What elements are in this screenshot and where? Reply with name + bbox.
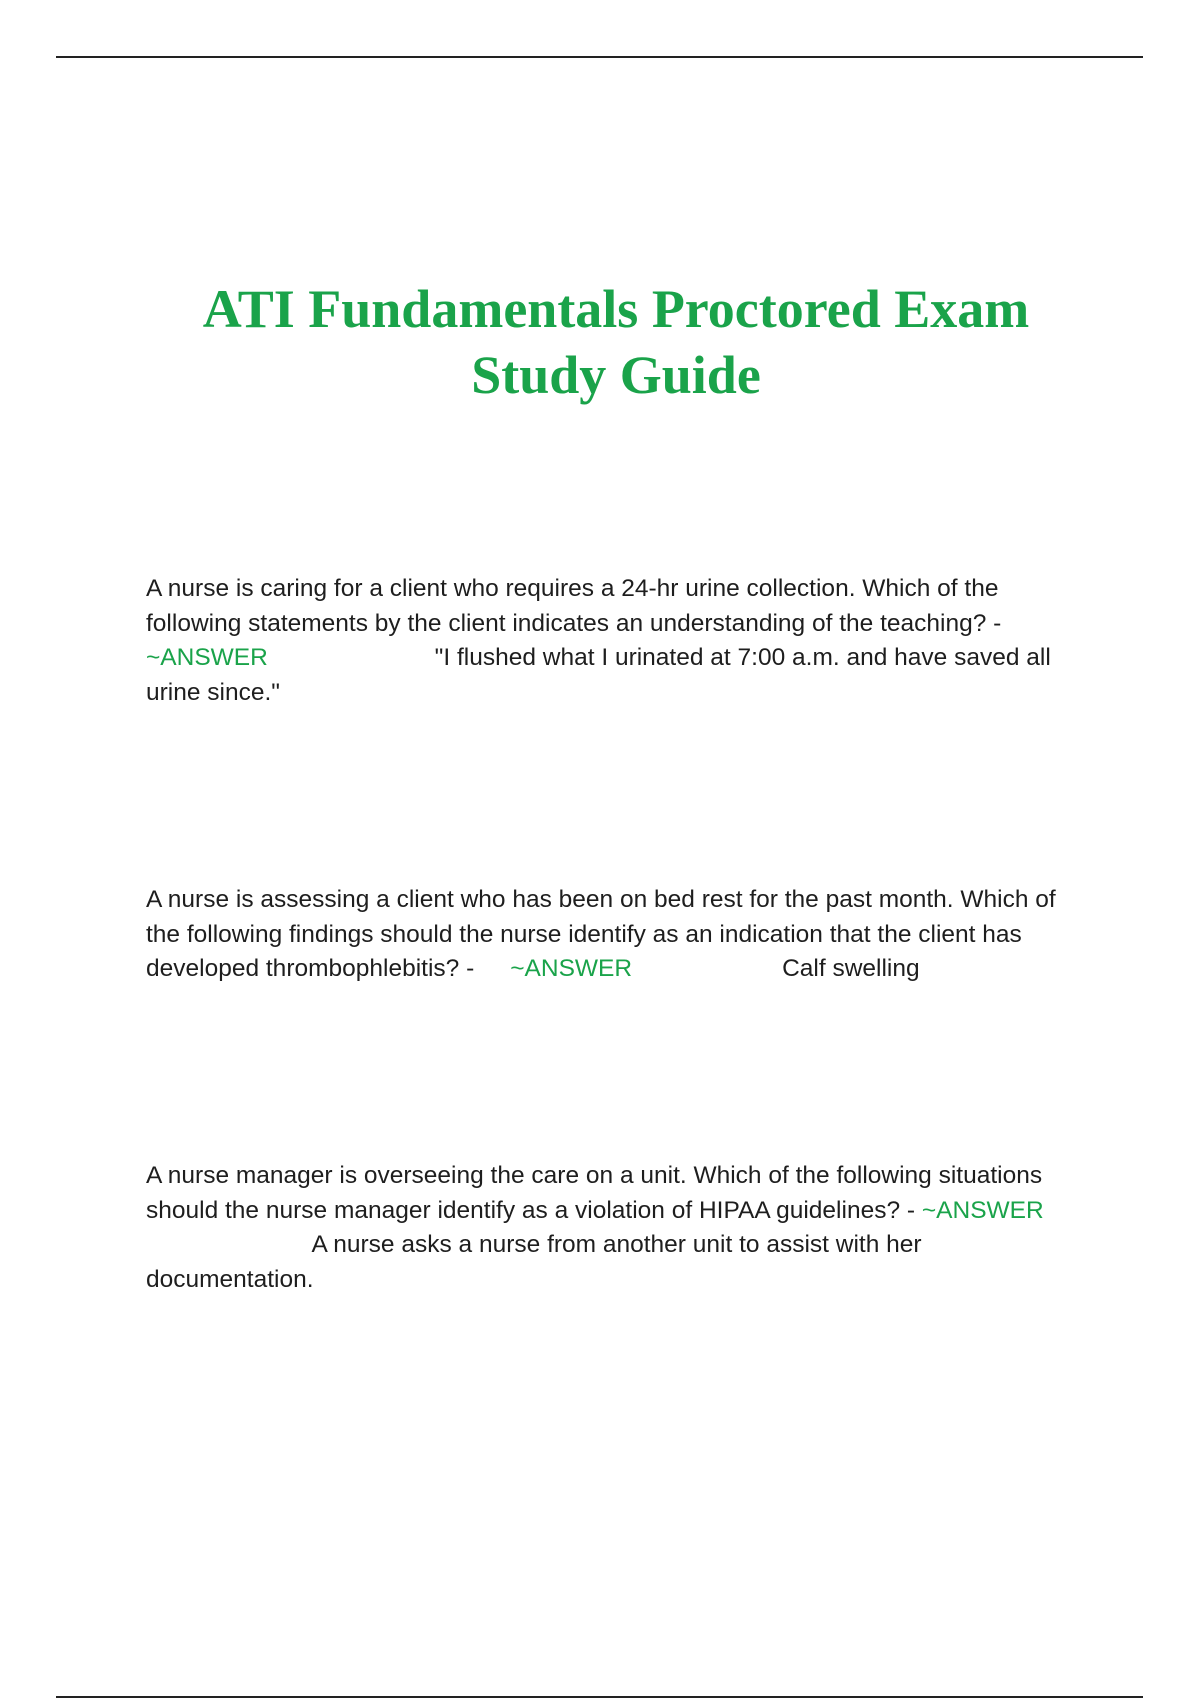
answer-text: "I flushed what I urinated at 7:00 a.m. and have saved all urine since." [146, 644, 1051, 706]
answer-text: Calf swelling [782, 955, 920, 982]
question-text: A nurse manager is overseeing the care on a unit. Which of the following situations should the nurse manager identify as a violation of HIPAA guidelines? - [146, 1162, 1043, 1224]
answer-tag: ~ANSWER [921, 1196, 1044, 1224]
page-title-line-1: ATI Fundamentals Proctored Exam [202, 279, 1030, 339]
page-title-line-2: Study Guide [471, 345, 761, 405]
page-title [120, 276, 1112, 408]
top-rule [56, 56, 1143, 58]
question-text: A nurse is caring for a client who requires a 24-hr urine collection. Which of the following statements by the client indicates an understanding of the teaching? - [146, 575, 1002, 637]
question-text: A nurse is assessing a client who has been on bed rest for the past month. Which of the following findings should the nurse identify as an indication that the client has developed thrombophlebitis? - [146, 886, 1056, 982]
qa-item-1 [146, 572, 1091, 710]
qa-item-2 [146, 883, 1091, 987]
qa-item-3 [146, 1159, 1091, 1297]
answer-tag: ~ANSWER [510, 955, 633, 982]
answer-text: A nurse asks a nurse from another unit to assist with her documentation. [146, 1231, 922, 1293]
bottom-rule [56, 1696, 1143, 1698]
answer-tag: ~ANSWER [146, 644, 268, 671]
